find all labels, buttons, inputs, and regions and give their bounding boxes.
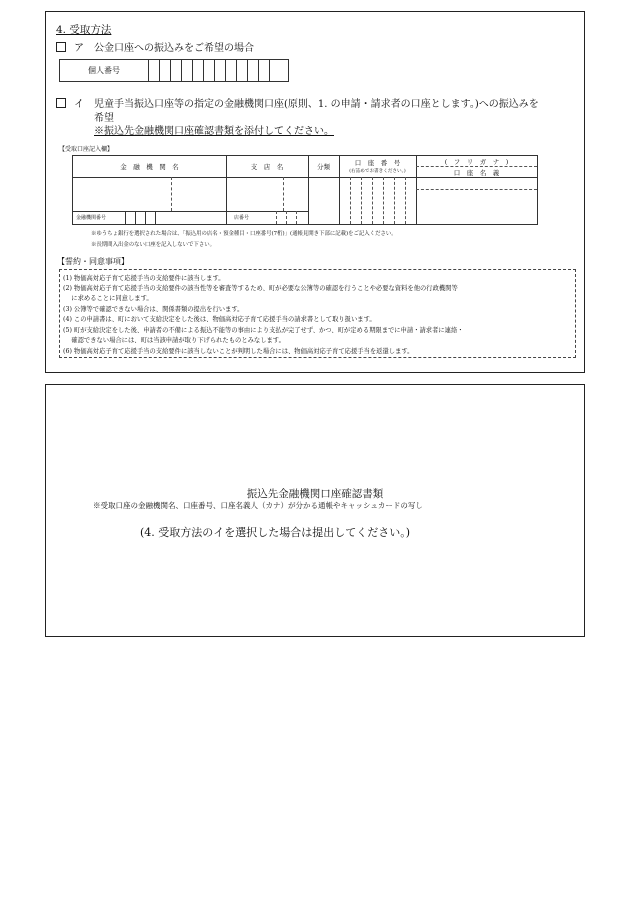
option-i [56, 95, 539, 110]
col-branch-name: 支 店 名 [250, 163, 284, 171]
option-i-label-line2: 希望 [94, 113, 114, 124]
pledge-line: (6) 物価高対応子育て応援手当の支給要件に該当しないことが判明した場合には、物価高対応子育て応援手当を返還します。 [63, 348, 414, 355]
pledge-line: に求めることに同意します。 [63, 295, 153, 302]
personal-number-field[interactable] [59, 59, 289, 82]
account-box-title: 【受取口座記入欄】 [59, 146, 114, 153]
col-account-number-note: (右詰めでお書きください。) [349, 169, 406, 174]
section-title: 4. 受取方法 [56, 24, 112, 36]
bank-code-label: 金融機関番号 [76, 215, 107, 221]
pledge-line: 確認できない場合には、町は当該申請が取り下げられたものとみなします。 [63, 337, 285, 344]
option-i-label-line1: イ 児童手当振込口座等の指定の金融機関口座(原則、1. の申請・請求者の口座とします。)への振込みを [74, 99, 539, 110]
option-a-checkbox[interactable] [56, 42, 66, 52]
col-account-holder: 口 座 名 義 [453, 169, 500, 177]
pledge-line: (4) この申請書は、町において支給決定をした後は、物価高対応子育て応援手当の請求書として取り扱います。 [63, 316, 376, 323]
col-bank-name: 金 融 機 関 名 [120, 163, 179, 171]
col-furigana: ( フ リ ガ ナ ) [444, 158, 509, 166]
pledge-line: (1) 物価高対応子育て応援手当の支給要件に該当します。 [63, 275, 225, 282]
option-a-label: ア 公金口座への振込みをご希望の場合 [74, 43, 254, 54]
attachment-area [45, 384, 585, 637]
option-a [56, 39, 254, 54]
pledge-title: 【誓約・同意事項】 [57, 257, 129, 266]
col-type: 分類 [317, 163, 330, 171]
branch-code-label: 店番号 [234, 215, 250, 221]
pledge-line: (3) 公簿等で確認できない場合は、関係書類の提出を行います。 [63, 306, 244, 313]
attachment-subtitle: ※受取口座の金融機関名、口座番号、口座名義人（カナ）が分かる通帳やキャッシュカードの写し [93, 501, 423, 510]
dormant-account-note: ※長期間入出金のない口座を記入しないで下さい。 [91, 242, 215, 248]
pledge-line: (5) 町が支給決定をした後、申請者の不備による振込不能等の事由により支払が完了せず、かつ、町が定める期限までに申請・請求者に連絡・ [63, 327, 464, 334]
option-i-note: ※振込先金融機関口座確認書類を添付してください。 [94, 126, 334, 137]
account-entry-table [72, 155, 538, 225]
attachment-title: 振込先金融機関口座確認書類 [246, 488, 384, 500]
receipt-method-section [45, 11, 585, 373]
pledge-box [59, 269, 576, 358]
col-account-number: 口 座 番 号 [354, 159, 401, 167]
personal-number-label: 個人番号 [88, 66, 120, 75]
yucho-note: ※ゆうちょ銀行を選択された場合は、「振込用の店名・預金種目・口座番号(7桁)」(通帳見開き下部に記載)をご記入ください。 [91, 231, 397, 237]
option-i-checkbox[interactable] [56, 98, 66, 108]
attachment-instruction: (4. 受取方法のイを選択した場合は提出してください。) [140, 526, 411, 539]
pledge-line: (2) 物価高対応子育て応援手当の支給要件の該当性等を審査等するため、町が必要な公簿等の確認を行うことや必要な資料を他の行政機関等 [63, 285, 458, 292]
